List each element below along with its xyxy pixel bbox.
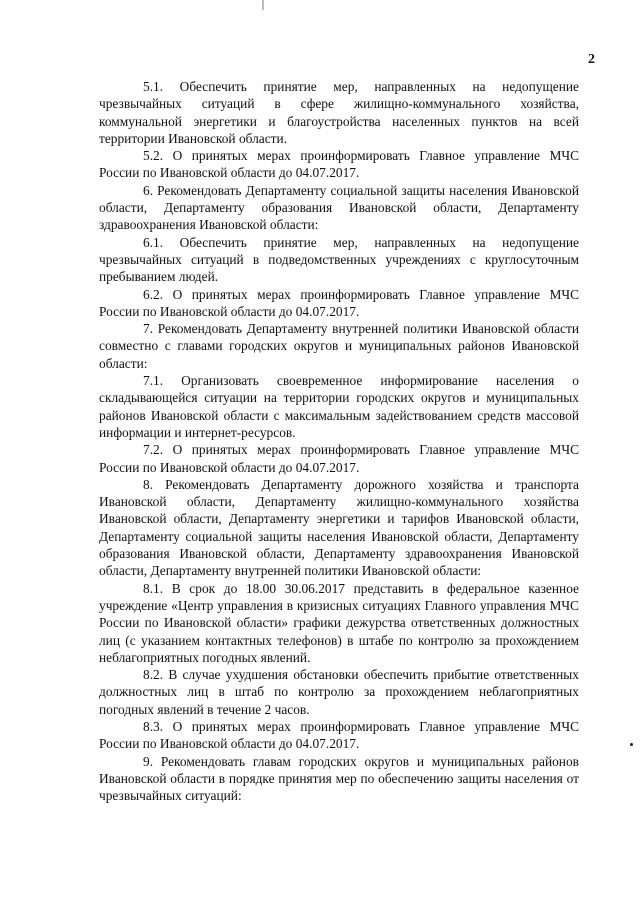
paragraph-6-2: 6.2. О принятых мерах проинформировать Главное управление МЧС России по Ивановской области до 04.07.2017. xyxy=(99,286,579,319)
paragraph-7-1: 7.1. Организовать своевременное информирование населения о складывающейся ситуации на территории городских округов и муниципальных районов Ивановской области с максимальным задействованием средств массовой информации и интернет-ресурсов. xyxy=(99,373,579,440)
paragraph-8-1: 8.1. В срок до 18.00 30.06.2017 представить в федеральное казенное учреждение «Центр управления в кризисных ситуациях Главного управления МЧС России по Ивановской области» графики дежурства ответственных должностных лиц (с указанием контактных телефонов) в штабе по контролю за прохождением неблагоприятных погодных явлений. xyxy=(99,580,579,665)
paragraph-8-3: 8.3. О принятых мерах проинформировать Главное управление МЧС России по Ивановской области до 04.07.2017. xyxy=(99,718,579,752)
paragraph-8: 8. Рекомендовать Департаменту дорожного хозяйства и транспорта Ивановской области, Департаменту жилищно-коммунального хозяйства Ивановской области, Департаменту энергетики и тарифов Ивановской области, Департаменту социальной защиты населения Ивановской области, Департаменту образования Ивановской области, Департаменту здравоохранения Ивановской области, Департаменту внутренней политики Ивановской области: xyxy=(99,476,579,579)
paragraph-7: 7. Рекомендовать Департаменту внутренней политики Ивановской области совместно с главами городских округов и муниципальных районов Ивановской области: xyxy=(99,321,579,371)
page-number: 2 xyxy=(588,52,595,67)
paragraph-6-1: 6.1. Обеспечить принятие мер, направленных на недопущение чрезвычайных ситуаций в подведомственных учреждениях с круглосуточным пребыванием людей. xyxy=(99,234,579,285)
scan-mark-right xyxy=(630,743,633,746)
paragraph-8-2: 8.2. В случае ухудшения обстановки обеспечить прибытие ответственных должностных лиц в штаб по контролю за прохождением неблагоприятных погодных явлений в течение 2 часов. xyxy=(99,667,579,717)
scan-mark-top xyxy=(262,0,264,10)
paragraph-6: 6. Рекомендовать Департаменту социальной защиты населения Ивановской области, Департаменту образования Ивановской области, Департаменту здравоохранения Ивановской области: xyxy=(99,182,579,233)
paragraph-7-2: 7.2. О принятых мерах проинформировать Главное управление МЧС России по Ивановской области до 04.07.2017. xyxy=(99,442,579,475)
document-body xyxy=(99,78,579,804)
paragraph-9: 9. Рекомендовать главам городских округов и муниципальных районов Ивановской области в порядке принятия мер по обеспечению защиты населения от чрезвычайных ситуаций: xyxy=(99,753,579,804)
paragraph-5-2: 5.2. О принятых мерах проинформировать Главное управление МЧС России по Ивановской области до 04.07.2017. xyxy=(99,148,579,181)
paragraph-5-1: 5.1. Обеспечить принятие мер, направленных на недопущение чрезвычайных ситуаций в сфере жилищно-коммунального хозяйства, коммунальной энергетики и благоустройства населенных пунктов на всей территории Ивановской области. xyxy=(99,79,579,146)
